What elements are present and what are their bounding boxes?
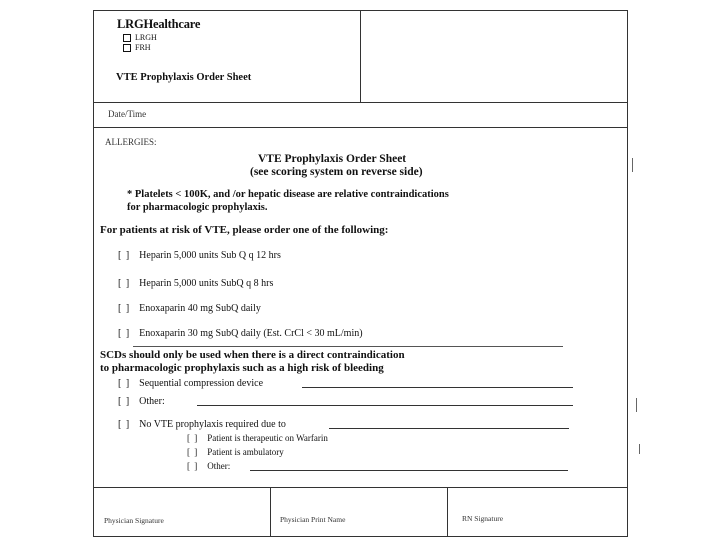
no-vte-option[interactable]	[118, 419, 286, 430]
reason-ambulatory[interactable]	[187, 447, 284, 457]
option-label: Patient is ambulatory	[207, 447, 284, 457]
option-enoxaparin-40[interactable]	[118, 303, 261, 314]
checkbox[interactable]: [ ]	[118, 419, 131, 430]
scd-note: SCDs should only be used when there is a direct contraindication	[100, 349, 405, 361]
reason-other[interactable]	[187, 461, 230, 471]
checkbox[interactable]: [ ]	[187, 461, 199, 471]
brand-name: LRGHealthcare	[117, 17, 201, 31]
checkbox[interactable]: [ ]	[187, 433, 199, 443]
checkbox[interactable]	[123, 44, 131, 52]
body-title: VTE Prophylaxis Order Sheet	[258, 153, 407, 165]
scd-note-cont: to pharmacologic prophylaxis such as a high risk of bleeding	[100, 362, 384, 374]
checkbox[interactable]	[123, 34, 131, 42]
header-divider	[93, 102, 628, 103]
sheet-title: VTE Prophylaxis Order Sheet	[116, 72, 252, 83]
option-label: Sequential compression device	[139, 378, 264, 389]
scan-mark	[636, 398, 637, 412]
facility-label: LRGH	[135, 33, 157, 42]
checkbox[interactable]: [ ]	[118, 328, 131, 339]
option-heparin-q8[interactable]	[118, 278, 273, 289]
option-label: Enoxaparin 30 mg SubQ daily (Est. CrCl < 30 mL/min)	[139, 328, 363, 339]
scd-other-field[interactable]	[197, 396, 573, 406]
scan-mark	[639, 444, 640, 454]
scd-option-other[interactable]	[118, 396, 165, 407]
checkbox[interactable]: [ ]	[118, 250, 131, 261]
sequential-device-field[interactable]	[302, 378, 573, 388]
reason-warfarin[interactable]	[187, 433, 328, 443]
option-label: Other:	[207, 461, 231, 471]
reason-other-field[interactable]	[250, 461, 568, 471]
contraindication-note: * Platelets < 100K, and /or hepatic disease are relative contraindications	[127, 189, 449, 200]
order-instruction: For patients at risk of VTE, please order one of the following:	[100, 224, 389, 236]
option-label: Heparin 5,000 units Sub Q q 12 hrs	[139, 250, 281, 261]
checkbox[interactable]: [ ]	[118, 396, 131, 407]
footer-divider-2	[447, 487, 448, 537]
footer-divider	[93, 487, 628, 488]
facility-option-frh[interactable]	[123, 43, 151, 52]
rn-signature-label: RN Signature	[462, 514, 504, 523]
option-label: Other:	[139, 396, 165, 407]
date-time-label: Date/Time	[108, 109, 147, 119]
allergies-label: ALLERGIES:	[105, 137, 157, 147]
physician-print-name-label: Physician Print Name	[280, 515, 346, 524]
option-label: Enoxaparin 40 mg SubQ daily	[139, 303, 261, 314]
body-subtitle: (see scoring system on reverse side)	[250, 166, 423, 178]
contraindication-note-cont: for pharmacologic prophylaxis.	[127, 202, 268, 213]
checkbox[interactable]: [ ]	[118, 303, 131, 314]
scan-mark	[632, 158, 633, 172]
checkbox[interactable]: [ ]	[187, 447, 199, 457]
datetime-divider	[93, 127, 628, 128]
option-label: Patient is therapeutic on Warfarin	[207, 433, 328, 443]
scd-option-sequential[interactable]	[118, 378, 263, 389]
footer-divider-1	[270, 487, 271, 537]
option-enoxaparin-30[interactable]	[118, 328, 363, 339]
checkbox[interactable]: [ ]	[118, 278, 131, 289]
facility-option-lrgh[interactable]	[123, 33, 157, 42]
checkbox[interactable]: [ ]	[118, 378, 131, 389]
option-heparin-q12[interactable]	[118, 250, 281, 261]
no-vte-reason-field[interactable]	[329, 419, 569, 429]
header-divider-vertical	[360, 10, 361, 103]
option-label: No VTE prophylaxis required due to	[139, 419, 286, 430]
section-underline	[133, 346, 563, 347]
option-label: Heparin 5,000 units SubQ q 8 hrs	[139, 278, 274, 289]
physician-signature-label: Physician Signature	[104, 516, 164, 525]
facility-label: FRH	[135, 43, 151, 52]
